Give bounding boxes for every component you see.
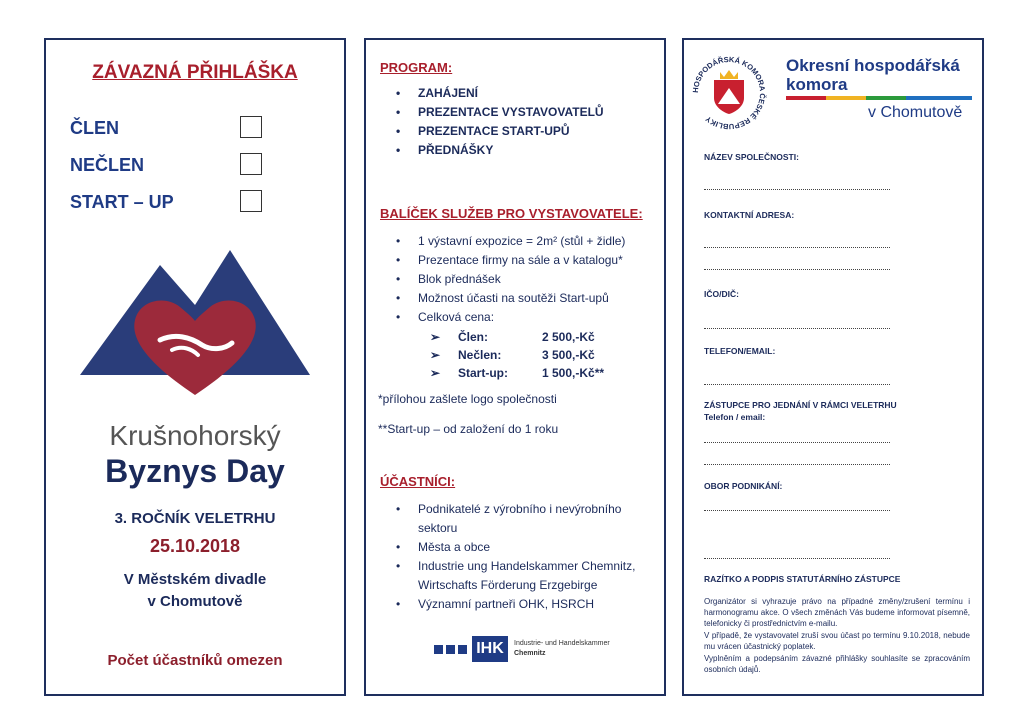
byznys-day-logo [80,245,310,405]
field-label: ZÁSTUPCE PRO JEDNÁNÍ V RÁMCI VELETRHU [704,400,897,410]
form-title: ZÁVAZNÁ PŘIHLÁŠKA [92,62,298,83]
field-label: OBOR PODNIKÁNÍ: [704,481,783,491]
company-name-field[interactable] [704,189,890,190]
ihk-logo: IHK Industrie- und Handelskammer Chemnitz [434,634,634,668]
list-item: • ZAHÁJENÍ [396,86,479,100]
business-field-line-2[interactable] [704,558,890,559]
option-nonmember-label: NEČLEN [70,155,145,175]
list-item: • Možnost účasti na soutěži Start-upů [396,291,609,305]
footnote-logo: *přílohou zašlete logo společnosti [378,392,557,406]
package-list [396,232,625,327]
list-item: • Významní partneři OHK, HSRCH [396,597,595,611]
capacity-note: Počet účastníků omezen [107,652,283,669]
field-label: IČO/DIČ: [704,289,739,299]
list-item: • Blok přednášek [396,272,501,286]
list-item: • Prezentace firmy na sále a v katalogu* [396,253,623,267]
package-heading: BALÍČEK SLUŽEB PRO VYSTAVOVATELE: [380,206,643,221]
list-item: • Industrie ung Handelskammer Chemnitz, Wirtschafts Förderung Erzgebirge [396,559,636,592]
ico-dic-field[interactable] [704,328,890,329]
field-sublabel: Telefon / email: [704,412,766,422]
field-label: NÁZEV SPOLEČNOSTI: [704,152,799,162]
list-item: • PREZENTACE START-UPŮ [396,124,570,138]
program-panel [364,38,666,696]
org-name: Okresní hospodářská komora [786,56,960,94]
list-item: • 1 výstavní expozice = 2m² (stůl + židle) [396,234,626,248]
brand-line-1: Krušnohorský [109,420,281,451]
field-label: TELEFON/EMAIL: [704,346,776,356]
list-item: • Města a obce [396,540,491,554]
field-label: KONTAKTNÍ ADRESA: [704,210,795,220]
arrow-icon: ➢ [430,366,441,380]
list-item: • Podnikatelé z výrobního i nevýrobního sektoru [396,502,622,535]
event-date: 25.10.2018 [149,536,241,556]
program-list [396,84,604,160]
price-nonmember: ➢ Nečlen: 3 500,-Kč [430,348,595,362]
program-heading: PROGRAM: [380,60,453,75]
venue-line-1: V Městském divadle [123,571,267,588]
fine-print-changes: Organizátor si vyhrazuje právo na případné změny/zrušení termínu i harmonogramu akce. O všech změnách Vás budeme informovat písemně, telefonicky či prostřednictvím e-mailu. [704,597,970,628]
option-nonmember[interactable] [70,153,320,177]
option-startup[interactable] [70,190,320,214]
list-item: • Celková cena: [396,310,495,324]
registration-panel [44,38,346,696]
svg-text:HOSPODÁŘSKÁ KOMORA ČESKÉ REPUB: HOSPODÁŘSKÁ KOMORA ČESKÉ REPUBLIKY [690,54,768,132]
arrow-icon: ➢ [430,348,441,362]
list-item: • PŘEDNÁŠKY [396,143,494,157]
org-city: v Chomutově [868,104,963,121]
option-member-label: ČLEN [70,118,119,138]
fine-print-consent: Vyplněním a podepsáním závazné přihlášky souhlasíte se zpracováním osobních údajů. [704,654,970,674]
arrow-icon: ➢ [430,330,441,344]
option-startup-label: START – UP [70,192,174,212]
brand-line-2: Byznys Day [105,453,285,489]
brand-color-bar [786,96,972,100]
company-details-panel [682,38,984,696]
edition: 3. ROČNÍK VELETRHU [114,510,276,527]
participants-heading: ÚČASTNÍCI: [380,474,456,489]
member-checkbox[interactable] [240,116,262,138]
phone-email-field[interactable] [704,384,890,385]
price-startup: ➢ Start-up: 1 500,-Kč** [430,366,605,380]
participants-list [396,500,656,614]
price-member: ➢ Člen: 2 500,-Kč [430,330,595,344]
option-member[interactable] [70,116,320,140]
signature-label: RAZÍTKO A PODPIS STATUTÁRNÍHO ZÁSTUPCE [704,574,901,584]
chamber-seal-logo [690,54,768,132]
nonmember-checkbox[interactable] [240,153,262,175]
fine-print-cancellation: V případě, že vystavovatel zruší svou účast po termínu 9.10.2018, nebude mu vrácen účastnický poplatek. [704,631,970,651]
footnote-startup: **Start-up – od založení do 1 roku [378,422,559,436]
venue-line-2: v Chomutově [147,593,243,610]
startup-checkbox[interactable] [240,190,262,212]
business-field-line-1[interactable] [704,510,890,511]
address-field-line-1[interactable] [704,247,890,248]
representative-field-line-2[interactable] [704,464,890,465]
representative-field-line-1[interactable] [704,442,890,443]
address-field-line-2[interactable] [704,269,890,270]
list-item: • PREZENTACE VYSTAVOVATELŮ [396,105,604,119]
